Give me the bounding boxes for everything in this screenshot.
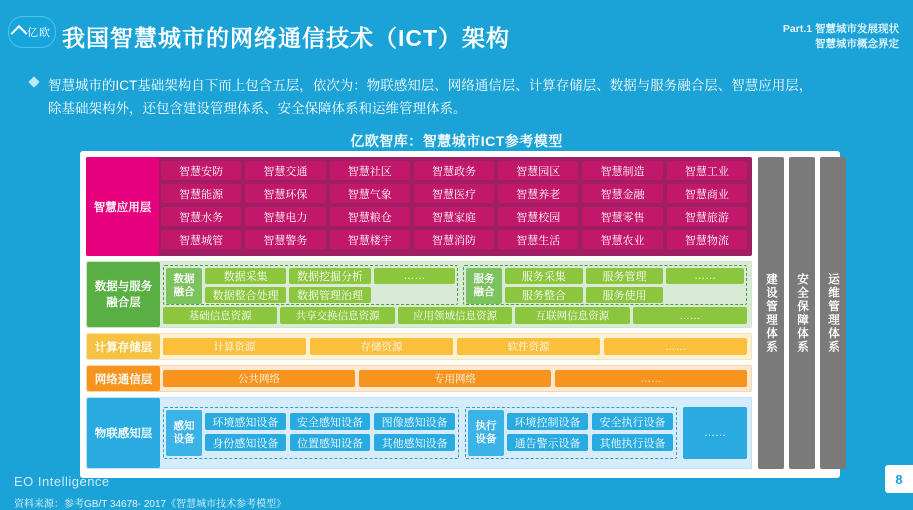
app-item[interactable]: 智慧城管 [161, 230, 241, 249]
side-bar-security-label: 安全保障体系 [796, 272, 808, 354]
service-fusion-item[interactable]: 服务管理 [586, 268, 664, 284]
section-indicator [783, 22, 899, 52]
logo-text: 亿欧 [27, 27, 51, 39]
logo-mark-icon [11, 25, 28, 42]
info-resource-item[interactable]: …… [633, 307, 747, 324]
layer-application-label: 智慧应用层 [86, 157, 159, 256]
sensing-device-item[interactable]: 安全感知设备 [290, 413, 371, 430]
app-item[interactable]: 智慧电力 [245, 207, 325, 226]
side-bar-construction-label: 建设管理体系 [765, 272, 777, 354]
group-data-fusion [163, 265, 458, 305]
app-item[interactable]: 智慧能源 [161, 184, 241, 203]
compute-item[interactable]: 存储资源 [310, 338, 453, 355]
app-item[interactable]: 智慧楼宇 [330, 230, 410, 249]
app-item[interactable]: 智慧工业 [667, 161, 747, 180]
app-item[interactable]: 智慧养老 [498, 184, 578, 203]
execution-device-item[interactable]: 通告警示设备 [507, 434, 588, 451]
group-service-fusion [463, 265, 747, 305]
diagram-title: 亿欧智库：智慧城市ICT参考模型 [350, 133, 563, 149]
app-item[interactable]: 智慧金融 [582, 184, 662, 203]
app-item[interactable]: 智慧消防 [414, 230, 494, 249]
layer-data-service-label: 数据与服务 融合层 [87, 262, 160, 327]
group-service-fusion-tag: 服务 融合 [466, 268, 502, 304]
group-sensing-devices-tag: 感知 设备 [166, 410, 202, 456]
group-execution-devices-tag: 执行 设备 [468, 410, 504, 456]
bullet-block [48, 74, 878, 120]
layer-network [86, 365, 752, 392]
network-item[interactable]: 专用网络 [359, 370, 551, 387]
layer-iot-sensing-label: 物联感知层 [87, 398, 160, 468]
iot-extra-item[interactable]: …… [683, 407, 747, 459]
network-item[interactable]: …… [555, 370, 747, 387]
data-fusion-item[interactable]: 数据管理治理 [289, 287, 370, 303]
sensing-device-item[interactable]: 其他感知设备 [374, 434, 455, 451]
network-item[interactable]: 公共网络 [163, 370, 355, 387]
group-execution-devices [465, 407, 677, 459]
service-fusion-item[interactable]: 服务采集 [505, 268, 583, 284]
diamond-bullet-icon [28, 76, 39, 87]
side-bar-security[interactable] [789, 157, 815, 469]
compute-items-grid [163, 338, 747, 355]
footer-source: 资料来源：参考GB/T 34678- 2017《智慧城市技术参考模型》 [14, 499, 287, 510]
app-item[interactable]: 智慧生活 [498, 230, 578, 249]
app-item[interactable]: 智慧交通 [245, 161, 325, 180]
app-item[interactable]: 智慧校园 [498, 207, 578, 226]
compute-item[interactable]: 软件资源 [457, 338, 600, 355]
layer-application [86, 157, 752, 256]
app-item[interactable]: 智慧社区 [330, 161, 410, 180]
app-item[interactable]: 智慧家庭 [414, 207, 494, 226]
execution-device-item[interactable]: 环境控制设备 [507, 413, 588, 430]
app-item[interactable]: 智慧零售 [582, 207, 662, 226]
slide-header [0, 0, 913, 60]
section-line-2: 智慧城市概念界定 [815, 38, 899, 50]
sensing-device-item[interactable]: 身份感知设备 [205, 434, 286, 451]
page-number: 8 [885, 465, 913, 493]
page-title: 我国智慧城市的网络通信技术（ICT）架构 [62, 25, 511, 51]
app-item[interactable]: 智慧旅游 [667, 207, 747, 226]
layer-network-label: 网络通信层 [87, 366, 160, 391]
sensing-device-item[interactable]: 环境感知设备 [205, 413, 286, 430]
sensing-device-item[interactable]: 位置感知设备 [290, 434, 371, 451]
side-bar-operation-label: 运维管理体系 [827, 272, 839, 354]
compute-item[interactable]: …… [604, 338, 747, 355]
app-item[interactable]: 智慧政务 [414, 161, 494, 180]
service-fusion-item[interactable]: …… [666, 268, 744, 284]
data-fusion-item[interactable]: 数据挖掘分析 [289, 268, 370, 284]
info-resource-item[interactable]: 应用领域信息资源 [398, 307, 512, 324]
app-item[interactable]: 智慧水务 [161, 207, 241, 226]
info-resource-item[interactable]: 互联网信息资源 [515, 307, 629, 324]
section-line-1: Part.1 智慧城市发展现状 [782, 23, 899, 35]
compute-item[interactable]: 计算资源 [163, 338, 306, 355]
footer-brand: EO Intelligence [14, 474, 110, 489]
sensing-device-item[interactable]: 图像感知设备 [374, 413, 455, 430]
group-data-fusion-tag: 数据 融合 [166, 268, 202, 304]
service-fusion-item-empty [666, 287, 744, 303]
layer-compute-storage-label: 计算存储层 [87, 334, 160, 359]
layer-iot-sensing [86, 397, 752, 469]
information-resource-row [163, 307, 747, 324]
app-item[interactable]: 智慧物流 [667, 230, 747, 249]
brand-logo [8, 16, 56, 48]
app-item[interactable]: 智慧医疗 [414, 184, 494, 203]
app-item[interactable]: 智慧商业 [667, 184, 747, 203]
layer-compute-storage [86, 333, 752, 360]
service-fusion-item[interactable]: 服务整合 [505, 287, 583, 303]
app-item[interactable]: 智慧农业 [582, 230, 662, 249]
network-items-grid [163, 370, 747, 387]
data-fusion-item[interactable]: 数据整合处理 [205, 287, 286, 303]
ict-architecture-diagram [80, 151, 840, 478]
application-items-grid [161, 161, 747, 249]
app-item[interactable]: 智慧环保 [245, 184, 325, 203]
app-item[interactable]: 智慧粮仓 [330, 207, 410, 226]
execution-device-item[interactable]: 安全执行设备 [592, 413, 673, 430]
side-bar-operation[interactable] [820, 157, 846, 469]
layer-data-service [86, 261, 752, 328]
data-fusion-item[interactable]: …… [374, 268, 455, 284]
app-item[interactable]: 智慧气象 [330, 184, 410, 203]
app-item[interactable]: 智慧园区 [498, 161, 578, 180]
app-item[interactable]: 智慧制造 [582, 161, 662, 180]
bullet-line-1: 智慧城市的ICT基础架构自下而上包含五层，依次为：物联感知层、网络通信层、计算存储层、数据与服务融合层、智慧应用层， [48, 78, 813, 93]
side-bar-construction[interactable] [758, 157, 784, 469]
app-item[interactable]: 智慧警务 [245, 230, 325, 249]
service-fusion-item[interactable]: 服务使用 [586, 287, 664, 303]
info-resource-item[interactable]: 共享交换信息资源 [280, 307, 394, 324]
data-fusion-item[interactable]: 数据采集 [205, 268, 286, 284]
bullet-line-2: 除基础架构外，还包含建设管理体系、安全保障体系和运维管理体系。 [48, 101, 467, 116]
group-sensing-devices [163, 407, 459, 459]
data-fusion-item-empty [374, 287, 455, 303]
execution-device-item[interactable]: 其他执行设备 [592, 434, 673, 451]
app-item[interactable]: 智慧安防 [161, 161, 241, 180]
info-resource-item[interactable]: 基础信息资源 [163, 307, 277, 324]
